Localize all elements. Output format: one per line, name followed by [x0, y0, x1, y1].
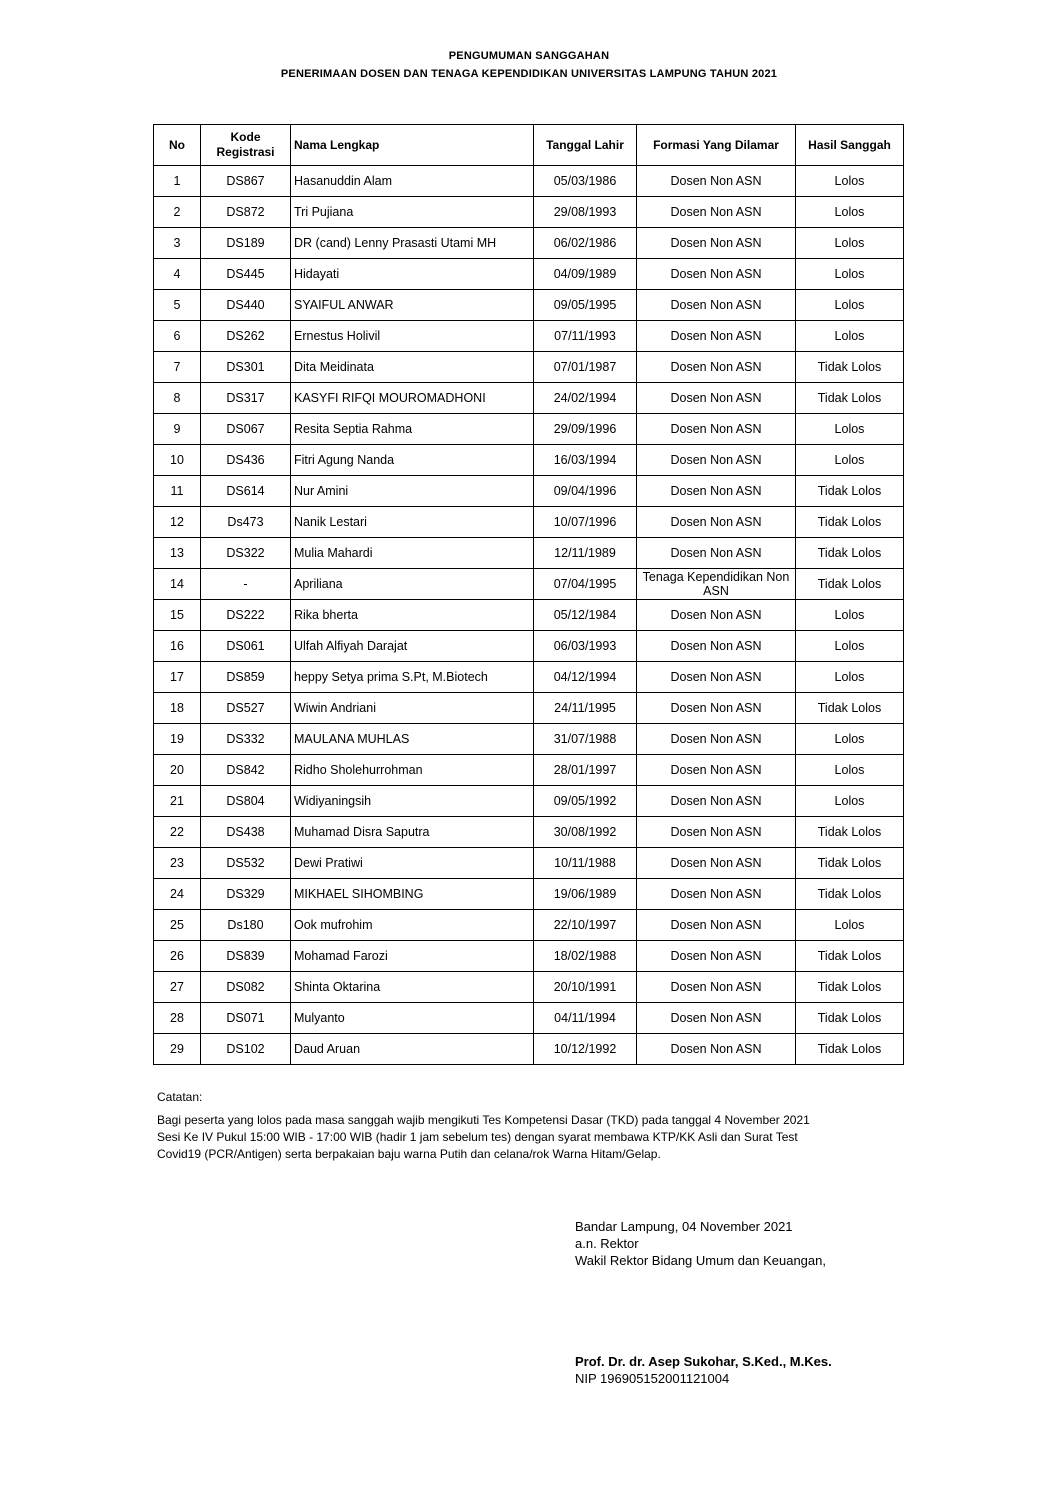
cell-nama-lengkap: Mulyanto — [291, 1003, 534, 1034]
cell-kode-registrasi: - — [201, 569, 291, 600]
signature-position: Wakil Rektor Bidang Umum dan Keuangan, — [575, 1253, 826, 1268]
cell-formasi: Dosen Non ASN — [637, 755, 796, 786]
cell-no: 12 — [154, 507, 201, 538]
cell-nama-lengkap: Ernestus Holivil — [291, 321, 534, 352]
cell-nama-lengkap: Ulfah Alfiyah Darajat — [291, 631, 534, 662]
cell-nama-lengkap: Nanik Lestari — [291, 507, 534, 538]
cell-kode-registrasi: DS614 — [201, 476, 291, 507]
cell-no: 28 — [154, 1003, 201, 1034]
cell-formasi: Dosen Non ASN — [637, 724, 796, 755]
table-row — [154, 693, 904, 724]
cell-no: 25 — [154, 910, 201, 941]
table-row — [154, 197, 904, 228]
cell-tanggal-lahir: 29/09/1996 — [534, 414, 637, 445]
cell-hasil-sanggah: Lolos — [796, 786, 904, 817]
cell-tanggal-lahir: 04/09/1989 — [534, 259, 637, 290]
cell-tanggal-lahir: 09/05/1995 — [534, 290, 637, 321]
cell-kode-registrasi: DS222 — [201, 600, 291, 631]
cell-no: 1 — [154, 166, 201, 197]
cell-nama-lengkap: Dita Meidinata — [291, 352, 534, 383]
cell-tanggal-lahir: 07/11/1993 — [534, 321, 637, 352]
cell-formasi: Dosen Non ASN — [637, 817, 796, 848]
cell-kode-registrasi: DS301 — [201, 352, 291, 383]
cell-no: 3 — [154, 228, 201, 259]
cell-kode-registrasi: DS445 — [201, 259, 291, 290]
cell-tanggal-lahir: 12/11/1989 — [534, 538, 637, 569]
signature-block — [575, 1218, 826, 1269]
column-header-formasi: Formasi Yang Dilamar — [637, 125, 796, 166]
cell-no: 16 — [154, 631, 201, 662]
cell-tanggal-lahir: 09/04/1996 — [534, 476, 637, 507]
table-row — [154, 817, 904, 848]
cell-no: 29 — [154, 1034, 201, 1065]
cell-no: 24 — [154, 879, 201, 910]
cell-kode-registrasi: Ds473 — [201, 507, 291, 538]
signatory-name: Prof. Dr. dr. Asep Sukohar, S.Ked., M.Kes. — [575, 1354, 832, 1369]
cell-hasil-sanggah: Lolos — [796, 414, 904, 445]
cell-tanggal-lahir: 10/07/1996 — [534, 507, 637, 538]
table-row — [154, 383, 904, 414]
table-row — [154, 879, 904, 910]
cell-tanggal-lahir: 07/01/1987 — [534, 352, 637, 383]
cell-kode-registrasi: DS067 — [201, 414, 291, 445]
cell-hasil-sanggah: Tidak Lolos — [796, 383, 904, 414]
cell-tanggal-lahir: 28/01/1997 — [534, 755, 637, 786]
signature-on-behalf: a.n. Rektor — [575, 1236, 639, 1251]
cell-hasil-sanggah: Tidak Lolos — [796, 538, 904, 569]
cell-formasi: Dosen Non ASN — [637, 507, 796, 538]
cell-formasi: Dosen Non ASN — [637, 910, 796, 941]
cell-formasi: Dosen Non ASN — [637, 600, 796, 631]
cell-kode-registrasi: DS440 — [201, 290, 291, 321]
cell-kode-registrasi: DS872 — [201, 197, 291, 228]
cell-formasi: Dosen Non ASN — [637, 1003, 796, 1034]
cell-no: 4 — [154, 259, 201, 290]
cell-formasi: Dosen Non ASN — [637, 879, 796, 910]
cell-kode-registrasi: DS859 — [201, 662, 291, 693]
cell-no: 9 — [154, 414, 201, 445]
cell-no: 2 — [154, 197, 201, 228]
notes-section — [157, 1089, 897, 1163]
cell-formasi: Dosen Non ASN — [637, 166, 796, 197]
signature-place-date: Bandar Lampung, 04 November 2021 — [575, 1219, 793, 1234]
cell-formasi: Dosen Non ASN — [637, 383, 796, 414]
cell-nama-lengkap: Mulia Mahardi — [291, 538, 534, 569]
cell-kode-registrasi: DS527 — [201, 693, 291, 724]
cell-kode-registrasi: DS332 — [201, 724, 291, 755]
cell-nama-lengkap: Dewi Pratiwi — [291, 848, 534, 879]
table-row — [154, 724, 904, 755]
cell-hasil-sanggah: Lolos — [796, 321, 904, 352]
cell-hasil-sanggah: Tidak Lolos — [796, 693, 904, 724]
notes-line: Bagi peserta yang lolos pada masa sanggah wajib mengikuti Tes Kompetensi Dasar (TKD) pada tanggal 4 November 2021 — [157, 1113, 810, 1127]
column-header-no: No — [154, 125, 201, 166]
signatory-nip: NIP 196905152001121004 — [575, 1371, 730, 1386]
cell-kode-registrasi: DS102 — [201, 1034, 291, 1065]
cell-kode-registrasi: Ds180 — [201, 910, 291, 941]
cell-tanggal-lahir: 16/03/1994 — [534, 445, 637, 476]
table-row — [154, 414, 904, 445]
cell-no: 26 — [154, 941, 201, 972]
table-row — [154, 507, 904, 538]
cell-tanggal-lahir: 05/03/1986 — [534, 166, 637, 197]
cell-no: 11 — [154, 476, 201, 507]
table-row — [154, 166, 904, 197]
column-header-hasil-sanggah: Hasil Sanggah — [796, 125, 904, 166]
cell-nama-lengkap: Tri Pujiana — [291, 197, 534, 228]
cell-no: 18 — [154, 693, 201, 724]
cell-no: 14 — [154, 569, 201, 600]
cell-nama-lengkap: Ridho Sholehurrohman — [291, 755, 534, 786]
cell-hasil-sanggah: Tidak Lolos — [796, 941, 904, 972]
cell-hasil-sanggah: Lolos — [796, 662, 904, 693]
table-row — [154, 941, 904, 972]
cell-nama-lengkap: MAULANA MUHLAS — [291, 724, 534, 755]
signatory-block — [575, 1353, 832, 1387]
table-row — [154, 1003, 904, 1034]
table-row — [154, 755, 904, 786]
table-header-row — [154, 125, 904, 166]
cell-formasi: Dosen Non ASN — [637, 662, 796, 693]
cell-tanggal-lahir: 31/07/1988 — [534, 724, 637, 755]
cell-kode-registrasi: DS842 — [201, 755, 291, 786]
table-row — [154, 631, 904, 662]
table-row — [154, 538, 904, 569]
table-row — [154, 290, 904, 321]
cell-no: 15 — [154, 600, 201, 631]
cell-nama-lengkap: Fitri Agung Nanda — [291, 445, 534, 476]
cell-hasil-sanggah: Tidak Lolos — [796, 1034, 904, 1065]
cell-formasi: Dosen Non ASN — [637, 228, 796, 259]
cell-no: 13 — [154, 538, 201, 569]
results-table — [153, 124, 904, 1065]
cell-tanggal-lahir: 22/10/1997 — [534, 910, 637, 941]
cell-tanggal-lahir: 24/02/1994 — [534, 383, 637, 414]
table-row — [154, 662, 904, 693]
cell-formasi: Dosen Non ASN — [637, 538, 796, 569]
cell-hasil-sanggah: Lolos — [796, 290, 904, 321]
cell-no: 17 — [154, 662, 201, 693]
cell-tanggal-lahir: 24/11/1995 — [534, 693, 637, 724]
table-row — [154, 848, 904, 879]
notes-label: Catatan: — [157, 1090, 203, 1104]
cell-tanggal-lahir: 04/11/1994 — [534, 1003, 637, 1034]
cell-formasi: Dosen Non ASN — [637, 1034, 796, 1065]
document-subtitle: PENERIMAAN DOSEN DAN TENAGA KEPENDIDIKAN UNIVERSITAS LAMPUNG TAHUN 2021 — [280, 68, 778, 80]
cell-hasil-sanggah: Lolos — [796, 755, 904, 786]
cell-kode-registrasi: DS329 — [201, 879, 291, 910]
cell-tanggal-lahir: 10/11/1988 — [534, 848, 637, 879]
table-body — [154, 166, 904, 1065]
cell-tanggal-lahir: 18/02/1988 — [534, 941, 637, 972]
cell-tanggal-lahir: 20/10/1991 — [534, 972, 637, 1003]
cell-kode-registrasi: DS317 — [201, 383, 291, 414]
cell-nama-lengkap: Daud Aruan — [291, 1034, 534, 1065]
cell-kode-registrasi: DS436 — [201, 445, 291, 476]
cell-tanggal-lahir: 07/04/1995 — [534, 569, 637, 600]
cell-nama-lengkap: SYAIFUL ANWAR — [291, 290, 534, 321]
cell-nama-lengkap: KASYFI RIFQI MOUROMADHONI — [291, 383, 534, 414]
cell-formasi: Dosen Non ASN — [637, 693, 796, 724]
cell-tanggal-lahir: 19/06/1989 — [534, 879, 637, 910]
table-row — [154, 445, 904, 476]
cell-hasil-sanggah: Tidak Lolos — [796, 879, 904, 910]
cell-nama-lengkap: Rika bherta — [291, 600, 534, 631]
cell-formasi: Tenaga Kependidikan Non ASN — [637, 569, 796, 600]
cell-formasi: Dosen Non ASN — [637, 414, 796, 445]
cell-nama-lengkap: heppy Setya prima S.Pt, M.Biotech — [291, 662, 534, 693]
notes-line: Covid19 (PCR/Antigen) serta berpakaian baju warna Putih dan celana/rok Warna Hitam/Gelap. — [157, 1147, 661, 1161]
cell-nama-lengkap: Nur Amini — [291, 476, 534, 507]
cell-no: 8 — [154, 383, 201, 414]
table-row — [154, 1034, 904, 1065]
cell-no: 19 — [154, 724, 201, 755]
cell-formasi: Dosen Non ASN — [637, 476, 796, 507]
cell-hasil-sanggah: Lolos — [796, 166, 904, 197]
cell-hasil-sanggah: Lolos — [796, 724, 904, 755]
cell-hasil-sanggah: Tidak Lolos — [796, 848, 904, 879]
cell-tanggal-lahir: 05/12/1984 — [534, 600, 637, 631]
table-row — [154, 972, 904, 1003]
cell-formasi: Dosen Non ASN — [637, 848, 796, 879]
cell-nama-lengkap: Hidayati — [291, 259, 534, 290]
cell-nama-lengkap: Resita Septia Rahma — [291, 414, 534, 445]
cell-formasi: Dosen Non ASN — [637, 972, 796, 1003]
cell-kode-registrasi: DS322 — [201, 538, 291, 569]
cell-formasi: Dosen Non ASN — [637, 631, 796, 662]
cell-hasil-sanggah: Lolos — [796, 600, 904, 631]
cell-kode-registrasi: DS071 — [201, 1003, 291, 1034]
cell-nama-lengkap: Muhamad Disra Saputra — [291, 817, 534, 848]
document-title: PENGUMUMAN SANGGAHAN — [448, 50, 610, 62]
cell-no: 6 — [154, 321, 201, 352]
cell-hasil-sanggah: Tidak Lolos — [796, 1003, 904, 1034]
cell-hasil-sanggah: Lolos — [796, 197, 904, 228]
cell-formasi: Dosen Non ASN — [637, 321, 796, 352]
table-row — [154, 259, 904, 290]
cell-nama-lengkap: DR (cand) Lenny Prasasti Utami MH — [291, 228, 534, 259]
cell-kode-registrasi: DS438 — [201, 817, 291, 848]
cell-no: 7 — [154, 352, 201, 383]
cell-kode-registrasi: DS804 — [201, 786, 291, 817]
cell-nama-lengkap: Hasanuddin Alam — [291, 166, 534, 197]
table-row — [154, 786, 904, 817]
cell-no: 5 — [154, 290, 201, 321]
cell-kode-registrasi: DS867 — [201, 166, 291, 197]
cell-kode-registrasi: DS262 — [201, 321, 291, 352]
cell-no: 20 — [154, 755, 201, 786]
cell-nama-lengkap: Shinta Oktarina — [291, 972, 534, 1003]
cell-no: 23 — [154, 848, 201, 879]
table-row — [154, 910, 904, 941]
cell-tanggal-lahir: 04/12/1994 — [534, 662, 637, 693]
cell-kode-registrasi: DS082 — [201, 972, 291, 1003]
table-row — [154, 476, 904, 507]
cell-hasil-sanggah: Tidak Lolos — [796, 352, 904, 383]
cell-formasi: Dosen Non ASN — [637, 352, 796, 383]
table-row — [154, 321, 904, 352]
cell-kode-registrasi: DS189 — [201, 228, 291, 259]
cell-nama-lengkap: MIKHAEL SIHOMBING — [291, 879, 534, 910]
cell-formasi: Dosen Non ASN — [637, 259, 796, 290]
table-row — [154, 352, 904, 383]
table-row — [154, 600, 904, 631]
cell-hasil-sanggah: Lolos — [796, 910, 904, 941]
cell-tanggal-lahir: 29/08/1993 — [534, 197, 637, 228]
cell-no: 22 — [154, 817, 201, 848]
cell-nama-lengkap: Apriliana — [291, 569, 534, 600]
cell-tanggal-lahir: 09/05/1992 — [534, 786, 637, 817]
cell-kode-registrasi: DS532 — [201, 848, 291, 879]
cell-tanggal-lahir: 10/12/1992 — [534, 1034, 637, 1065]
cell-nama-lengkap: Ook mufrohim — [291, 910, 534, 941]
cell-hasil-sanggah: Tidak Lolos — [796, 817, 904, 848]
cell-nama-lengkap: Widiyaningsih — [291, 786, 534, 817]
cell-hasil-sanggah: Tidak Lolos — [796, 507, 904, 538]
cell-hasil-sanggah: Tidak Lolos — [796, 476, 904, 507]
cell-formasi: Dosen Non ASN — [637, 445, 796, 476]
cell-hasil-sanggah: Lolos — [796, 445, 904, 476]
cell-tanggal-lahir: 30/08/1992 — [534, 817, 637, 848]
notes-line: Sesi Ke IV Pukul 15:00 WIB - 17:00 WIB (hadir 1 jam sebelum tes) dengan syarat membawa KTP/KK Asli dan Surat Test — [157, 1130, 798, 1144]
cell-nama-lengkap: Wiwin Andriani — [291, 693, 534, 724]
cell-kode-registrasi: DS839 — [201, 941, 291, 972]
cell-tanggal-lahir: 06/02/1986 — [534, 228, 637, 259]
column-header-kode-registrasi: Kode Registrasi — [201, 125, 291, 166]
cell-hasil-sanggah: Lolos — [796, 259, 904, 290]
cell-nama-lengkap: Mohamad Farozi — [291, 941, 534, 972]
cell-no: 27 — [154, 972, 201, 1003]
cell-no: 21 — [154, 786, 201, 817]
cell-tanggal-lahir: 06/03/1993 — [534, 631, 637, 662]
cell-hasil-sanggah: Lolos — [796, 228, 904, 259]
cell-formasi: Dosen Non ASN — [637, 786, 796, 817]
cell-no: 10 — [154, 445, 201, 476]
table-row — [154, 228, 904, 259]
cell-hasil-sanggah: Tidak Lolos — [796, 569, 904, 600]
column-header-nama-lengkap: Nama Lengkap — [291, 125, 534, 166]
cell-kode-registrasi: DS061 — [201, 631, 291, 662]
cell-formasi: Dosen Non ASN — [637, 290, 796, 321]
cell-formasi: Dosen Non ASN — [637, 197, 796, 228]
table-row — [154, 569, 904, 600]
column-header-tanggal-lahir: Tanggal Lahir — [534, 125, 637, 166]
cell-hasil-sanggah: Lolos — [796, 631, 904, 662]
cell-formasi: Dosen Non ASN — [637, 941, 796, 972]
cell-hasil-sanggah: Tidak Lolos — [796, 972, 904, 1003]
